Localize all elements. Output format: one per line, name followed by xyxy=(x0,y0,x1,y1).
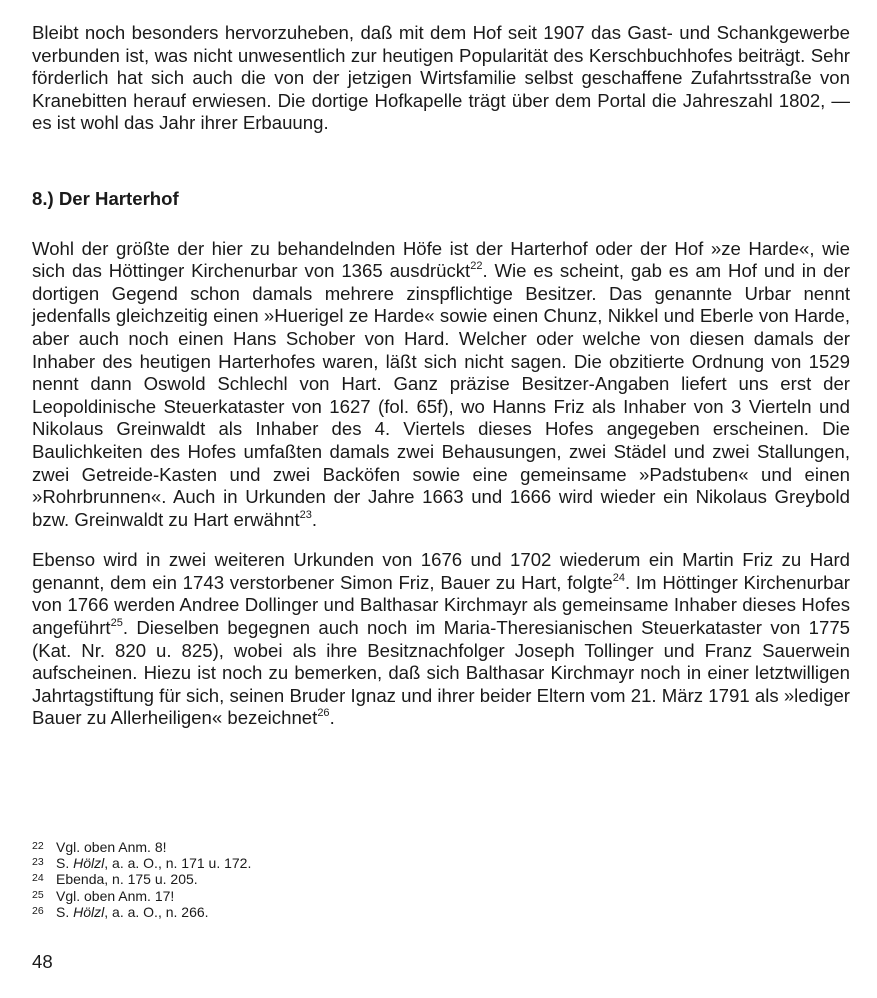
intro-paragraph: Bleibt noch besonders hervorzuheben, daß mit dem Hof seit 1907 das Gast- und Schankgewerbe verbunden ist, was nicht unwesentlich zur heutigen Popularität des Kerschbuchhofes beiträgt. Sehr förderlich hat sich auch die von der jetzigen Wirtsfamilie selbst geschaffene Zufahrtsstraße von Kranebitten herauf erwiesen. Die dortige Hofkapelle trägt über dem Portal die Jahreszahl 1802, — es ist wohl das Jahr ihrer Erbauung. xyxy=(32,22,850,134)
text-run: . Dieselben begegnen auch noch im Maria-Theresianischen Steuerkataster von 1775 (Kat. Nr. 820 u. 825), wobei als ihre Besitznachfolger Joseph Tollinger und Franz Sauerwein aufscheinen. Hiezu ist noch zu bemerken, daß sich Balthasar Kirchmayr noch in einer letztwilligen Jahrtagstiftung für sich, seinen Bruder Ignaz und ihrer beider Eltern vom 21. März 1791 als »lediger Bauer zu Allerheiligen« bezeichnet xyxy=(32,617,850,729)
footnote xyxy=(32,871,632,887)
text-run: . xyxy=(311,508,318,530)
text-run: Ebenso wird in zwei weiteren Urkunden von 1676 und 1702 wiederum ein Martin Friz zu Hard genannt, dem ein 1743 verstorbener Simon Friz, Bauer zu Hart, folgte xyxy=(32,549,850,593)
footnote-number: 26 xyxy=(32,904,44,917)
footnote-text: , a. a. O., n. 171 u. 172. xyxy=(104,855,252,872)
text-run: . Im Höttinger Kirchenurbar von 1766 werden Andree Dollinger und Balthasar Kirchmayr als gemeinsame Inhaber dieses Hofes angeführt xyxy=(32,571,850,639)
page-body xyxy=(32,22,850,730)
footnote-text: Vgl. oben Anm. 8! xyxy=(56,839,167,855)
footnote-number: 22 xyxy=(32,840,44,852)
footnote-author: Hölzl xyxy=(73,855,105,872)
footnote xyxy=(32,839,632,855)
text-run: . Wie es scheint, gab es am Hof und in der dortigen Gegend schon damals mehrere zinspflichtige Besitzer. Das genannte Urbar nennt jedenfalls gleichzeitig einen »Huerigel ze Harde« sowie einen Chunz, Nikkel und Eberle von Harde, aber auch noch einen Hans Schober von Hard. Welcher oder welche von diesen damals der Inhaber des heutigen Harterhofes waren, läßt sich nicht sagen. Die obzitierte Ordnung von 1529 nennt dann Oswold Schlechl von Hart. Ganz präzise Besitzer-Angaben liefert uns erst der Leopoldinische Steuerkataster von 1627 (fol. 65f), wo Hanns Friz als Inhaber von 3 Vierteln und Nikolaus Greinwaldt als Inhaber des 4. Viertels dieses Hofes angegeben erscheinen. Die Baulichkeiten des Hofes umfaßten damals zwei Behausungen, zwei Städel und zwei Stallungen, zwei Getreide-Kasten und zwei Backöfen sowie eine gemeinsame »Padstuben« und einen »Rohrbrunnen«. Auch in Urkunden der Jahre 1663 und 1666 wird wieder ein Nikolaus Greybold bzw. Greinwaldt zu Hart erwähnt xyxy=(32,260,850,530)
footnote-ref-22[interactable]: 22 xyxy=(470,259,483,272)
footnote xyxy=(32,904,632,920)
footnote-author: Hölzl xyxy=(73,903,105,920)
text-run: Wohl der größte der hier zu behandelnden Höfe ist der Harterhof oder der Hof »ze Harde«, wie sich das Höttinger Kirchenurbar von 1365 ausdrückt xyxy=(32,237,850,282)
harterhof-paragraph-1 xyxy=(32,238,850,532)
footnote-number: 23 xyxy=(32,856,44,869)
footnote xyxy=(32,888,632,904)
section-heading: 8.) Der Harterhof xyxy=(32,187,179,209)
footnote xyxy=(32,855,632,871)
footnote-number: 25 xyxy=(32,888,44,901)
footnote-ref-25[interactable]: 25 xyxy=(110,616,123,629)
footnote-text: Vgl. oben Anm. 17! xyxy=(56,887,175,904)
footnote-ref-26[interactable]: 26 xyxy=(317,707,330,720)
harterhof-paragraph-2 xyxy=(32,549,850,730)
footnote-text: Ebenda, n. 175 u. 205. xyxy=(56,871,198,888)
page-number: 48 xyxy=(32,951,53,972)
footnote-ref-24[interactable]: 24 xyxy=(612,571,625,584)
footnote-text: S. xyxy=(56,903,74,920)
footnotes xyxy=(32,839,632,920)
footnote-text: S. xyxy=(56,855,74,872)
footnote-text: , a. a. O., n. 266. xyxy=(104,903,209,920)
footnote-number: 24 xyxy=(32,872,44,885)
text-run: . xyxy=(329,707,335,729)
footnote-ref-23[interactable]: 23 xyxy=(299,508,312,521)
